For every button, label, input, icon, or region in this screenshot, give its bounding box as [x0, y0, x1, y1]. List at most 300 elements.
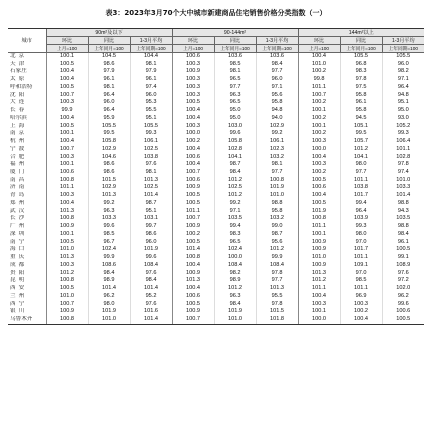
index-cell: 98.7 [256, 231, 298, 239]
city-cell: 太原 [10, 76, 28, 83]
group-header-small: 90m²及以下 [46, 29, 172, 37]
index-cell: 96.4 [340, 208, 382, 216]
index-cell: 101.4 [88, 285, 130, 293]
index-cell: 98.3 [340, 68, 382, 76]
index-cell: 95.5 [256, 293, 298, 301]
index-cell: 102.4 [214, 246, 256, 254]
index-cell: 100.2 [298, 130, 340, 138]
index-cell: 99.6 [214, 130, 256, 138]
index-cell: 100.5 [46, 84, 88, 92]
index-cell: 100.3 [46, 99, 88, 107]
table-row [8, 277, 424, 285]
index-cell: 100.6 [382, 308, 424, 316]
index-cell: 101.5 [88, 177, 130, 185]
index-cell: 95.5 [130, 107, 172, 115]
index-cell: 104.6 [88, 154, 130, 162]
index-cell: 96.3 [88, 208, 130, 216]
index-cell: 98.1 [88, 84, 130, 92]
index-cell: 95.6 [256, 239, 298, 247]
index-cell: 95.1 [130, 115, 172, 123]
index-cell: 100.3 [172, 61, 214, 69]
index-cell: 100.2 [172, 138, 214, 146]
city-cell: 福州 [10, 161, 28, 168]
index-cell: 100.9 [298, 262, 340, 270]
city-cell: 兰州 [10, 292, 28, 299]
index-cell: 94.0 [256, 115, 298, 123]
table-row [8, 154, 424, 162]
city-cell: 天津 [10, 60, 28, 67]
index-cell: 102.9 [88, 184, 130, 192]
base-header: 上月=100 [172, 45, 214, 53]
index-cell: 100.8 [46, 316, 88, 324]
index-cell: 96.3 [214, 293, 256, 301]
index-cell: 99.2 [214, 200, 256, 208]
index-cell: 96.0 [130, 92, 172, 100]
index-cell: 100.4 [172, 146, 214, 154]
index-cell: 99.6 [88, 223, 130, 231]
index-cell: 96.0 [382, 61, 424, 69]
index-cell: 100.5 [46, 61, 88, 69]
base-header: 上月=100 [298, 45, 340, 53]
base-header: 上年同期=100 [130, 45, 172, 53]
index-cell: 100.3 [46, 192, 88, 200]
index-cell: 103.9 [340, 215, 382, 223]
table-row [8, 146, 424, 154]
index-cell: 100.9 [172, 68, 214, 76]
city-cell: 西宁 [10, 300, 28, 307]
index-cell: 100.8 [256, 177, 298, 185]
city-cell: 厦门 [10, 169, 28, 176]
index-cell: 97.2 [382, 277, 424, 285]
index-cell: 99.4 [214, 223, 256, 231]
index-cell: 101.1 [46, 184, 88, 192]
index-cell: 100.4 [298, 293, 340, 301]
table-row [8, 270, 424, 278]
city-cell: 哈尔滨 [10, 114, 27, 121]
index-cell: 104.1 [340, 154, 382, 162]
index-cell: 95.0 [214, 115, 256, 123]
index-cell: 97.9 [130, 68, 172, 76]
index-cell: 105.5 [88, 123, 130, 131]
index-cell: 100.7 [46, 92, 88, 100]
city-cell: 重庆 [10, 254, 28, 261]
index-cell: 101.1 [340, 285, 382, 293]
index-cell: 101.0 [214, 316, 256, 324]
index-cell: 95.2 [130, 293, 172, 301]
index-cell: 96.2 [88, 293, 130, 301]
index-cell: 101.9 [256, 184, 298, 192]
index-cell: 100.4 [46, 200, 88, 208]
city-cell: 武汉 [10, 207, 28, 214]
index-cell: 97.8 [382, 161, 424, 169]
city-cell: 济南 [10, 184, 28, 191]
index-cell: 100.5 [172, 99, 214, 107]
index-cell: 98.4 [88, 270, 130, 278]
index-cell: 97.8 [340, 76, 382, 84]
table-row [8, 84, 424, 92]
index-cell: 100.1 [46, 161, 88, 169]
index-cell: 105.5 [382, 53, 424, 61]
index-cell: 100.4 [172, 115, 214, 123]
group-header-medium: 90-144m² [172, 29, 298, 37]
index-cell: 101.0 [382, 177, 424, 185]
index-cell: 103.2 [256, 154, 298, 162]
city-cell: 长春 [10, 107, 28, 114]
index-cell: 100.0 [172, 130, 214, 138]
index-cell: 97.1 [214, 208, 256, 216]
index-cell: 99.3 [340, 223, 382, 231]
index-cell: 105.8 [88, 138, 130, 146]
index-cell: 96.8 [340, 61, 382, 69]
index-cell: 98.4 [256, 61, 298, 69]
index-cell: 98.8 [256, 200, 298, 208]
index-cell: 96.4 [88, 92, 130, 100]
index-cell: 101.6 [130, 308, 172, 316]
index-cell: 100.4 [46, 68, 88, 76]
subcol-header: 同比 [88, 37, 130, 45]
city-cell: 昆明 [10, 277, 28, 284]
index-cell: 100.1 [46, 130, 88, 138]
city-cell: 宁波 [10, 145, 28, 152]
index-cell: 100.5 [172, 301, 214, 309]
index-cell: 98.0 [340, 231, 382, 239]
index-cell: 100.1 [46, 53, 88, 61]
city-cell: 南宁 [10, 238, 28, 245]
index-cell: 100.7 [298, 92, 340, 100]
index-cell: 100.5 [46, 285, 88, 293]
index-cell: 103.3 [88, 215, 130, 223]
index-cell: 96.5 [214, 239, 256, 247]
index-cell: 96.5 [214, 99, 256, 107]
index-cell: 99.3 [130, 130, 172, 138]
index-cell: 101.3 [298, 270, 340, 278]
index-cell: 99.1 [382, 254, 424, 262]
index-cell: 101.1 [340, 177, 382, 185]
index-cell: 94.3 [382, 208, 424, 216]
index-cell: 100.2 [298, 99, 340, 107]
table-row [8, 200, 424, 208]
index-cell: 102.5 [130, 146, 172, 154]
city-cell: 银川 [10, 308, 28, 315]
index-cell: 100.6 [298, 184, 340, 192]
index-cell: 103.5 [382, 215, 424, 223]
index-cell: 98.6 [88, 169, 130, 177]
base-header: 上年同月=100 [88, 45, 130, 53]
index-cell: 106.4 [382, 138, 424, 146]
index-cell: 100.3 [172, 92, 214, 100]
table-row [8, 262, 424, 270]
index-cell: 100.5 [382, 316, 424, 324]
index-cell: 101.3 [46, 254, 88, 262]
index-cell: 96.4 [382, 84, 424, 92]
index-cell: 101.2 [298, 277, 340, 285]
index-cell: 99.9 [46, 107, 88, 115]
index-cell: 95.1 [130, 208, 172, 216]
index-cell: 101.9 [88, 308, 130, 316]
index-cell: 97.7 [256, 169, 298, 177]
base-header: 上年同期=100 [256, 45, 298, 53]
table-row [8, 107, 424, 115]
index-cell: 98.6 [88, 161, 130, 169]
index-cell: 97.7 [340, 169, 382, 177]
index-cell: 102.9 [256, 123, 298, 131]
index-cell: 100.0 [298, 316, 340, 324]
subcol-header: 1-3月平均 [256, 37, 298, 45]
table-row [8, 138, 424, 146]
city-cell: 杭州 [10, 138, 28, 145]
city-cell: 广州 [10, 223, 28, 230]
index-cell: 96.1 [340, 99, 382, 107]
index-cell: 101.0 [88, 316, 130, 324]
index-cell: 99.5 [340, 130, 382, 138]
index-cell: 101.2 [214, 177, 256, 185]
index-cell: 100.9 [298, 246, 340, 254]
index-cell: 102.4 [88, 246, 130, 254]
index-cell: 96.9 [340, 293, 382, 301]
index-cell: 104.5 [88, 53, 130, 61]
index-cell: 100.5 [46, 123, 88, 131]
index-cell: 98.2 [382, 68, 424, 76]
index-cell: 103.1 [130, 215, 172, 223]
table-row [8, 76, 424, 84]
index-cell: 101.0 [46, 246, 88, 254]
index-cell: 100.8 [46, 215, 88, 223]
index-cell: 103.6 [214, 53, 256, 61]
index-cell: 100.1 [298, 123, 340, 131]
index-cell: 109.1 [340, 262, 382, 270]
table-row [8, 92, 424, 100]
index-cell: 99.2 [88, 200, 130, 208]
index-cell: 101.1 [298, 223, 340, 231]
index-cell: 99.0 [256, 223, 298, 231]
index-cell: 96.1 [382, 239, 424, 247]
table-body [8, 53, 424, 325]
index-cell: 100.3 [340, 301, 382, 309]
subcol-header: 环比 [298, 37, 340, 45]
city-cell: 青岛 [10, 192, 28, 199]
index-cell: 97.8 [256, 270, 298, 278]
index-cell: 97.1 [256, 84, 298, 92]
index-cell: 98.9 [214, 277, 256, 285]
index-cell: 101.0 [298, 254, 340, 262]
table-row [8, 285, 424, 293]
index-cell: 105.7 [340, 138, 382, 146]
index-cell: 98.0 [340, 161, 382, 169]
index-cell: 100.1 [298, 231, 340, 239]
city-cell: 南昌 [10, 176, 28, 183]
index-cell: 100.4 [298, 154, 340, 162]
index-cell: 101.8 [256, 316, 298, 324]
index-cell: 100.4 [298, 53, 340, 61]
index-cell: 101.2 [340, 146, 382, 154]
index-cell: 98.5 [340, 277, 382, 285]
index-cell: 98.7 [214, 161, 256, 169]
index-cell: 101.0 [256, 192, 298, 200]
base-header: 上年同月=100 [340, 45, 382, 53]
index-cell: 101.4 [382, 192, 424, 200]
index-cell: 99.2 [256, 130, 298, 138]
index-cell: 100.2 [298, 115, 340, 123]
index-cell: 98.6 [88, 61, 130, 69]
index-cell: 103.3 [382, 184, 424, 192]
index-cell: 103.8 [130, 154, 172, 162]
index-cell: 102.8 [214, 146, 256, 154]
index-cell: 96.0 [256, 76, 298, 84]
index-cell: 101.3 [130, 177, 172, 185]
city-cell: 西安 [10, 285, 28, 292]
table-row [8, 223, 424, 231]
index-cell: 100.6 [172, 53, 214, 61]
index-cell: 100.8 [298, 215, 340, 223]
index-cell: 100.8 [172, 254, 214, 262]
index-cell: 100.9 [298, 239, 340, 247]
base-header: 上年同期=100 [382, 45, 424, 53]
index-cell: 100.0 [298, 146, 340, 154]
index-cell: 98.6 [130, 231, 172, 239]
index-cell: 101.2 [46, 270, 88, 278]
group-header-large: 144m²以上 [298, 29, 424, 37]
index-cell: 100.7 [46, 301, 88, 309]
index-cell: 97.6 [130, 301, 172, 309]
city-cell: 成都 [10, 261, 28, 268]
index-cell: 96.0 [130, 239, 172, 247]
index-cell: 102.0 [382, 285, 424, 293]
index-cell: 103.5 [214, 215, 256, 223]
index-cell: 101.7 [340, 246, 382, 254]
index-cell: 98.4 [214, 169, 256, 177]
index-cell: 100.4 [172, 285, 214, 293]
index-cell: 95.0 [214, 107, 256, 115]
index-cell: 101.3 [172, 277, 214, 285]
index-cell: 98.3 [214, 231, 256, 239]
table-row [8, 61, 424, 69]
table-row [8, 68, 424, 76]
subcol-header: 1-3月平均 [382, 37, 424, 45]
index-cell: 100.4 [340, 316, 382, 324]
index-cell: 105.5 [130, 123, 172, 131]
index-cell: 101.1 [382, 146, 424, 154]
base-header: 上年同月=100 [214, 45, 256, 53]
index-cell: 100.9 [172, 270, 214, 278]
index-cell: 96.7 [88, 239, 130, 247]
index-cell: 100.8 [46, 177, 88, 185]
city-cell: 北京 [10, 53, 28, 59]
table-row [8, 254, 424, 262]
index-cell: 108.4 [130, 262, 172, 270]
index-cell: 100.1 [298, 308, 340, 316]
index-cell: 100.7 [172, 316, 214, 324]
index-cell: 97.0 [340, 270, 382, 278]
table-row [8, 161, 424, 169]
index-cell: 102.9 [88, 146, 130, 154]
index-cell: 94.8 [382, 92, 424, 100]
table-row [8, 231, 424, 239]
index-cell: 98.0 [88, 301, 130, 309]
index-cell: 97.4 [382, 169, 424, 177]
index-cell: 101.2 [214, 285, 256, 293]
index-cell: 100.5 [172, 239, 214, 247]
index-cell: 100.3 [298, 301, 340, 309]
index-cell: 96.1 [88, 76, 130, 84]
index-cell: 101.2 [214, 192, 256, 200]
index-cell: 96.0 [88, 99, 130, 107]
table-row [8, 293, 424, 301]
index-cell: 98.8 [382, 200, 424, 208]
index-cell: 101.4 [130, 316, 172, 324]
city-cell: 乌鲁木齐 [8, 316, 46, 324]
index-cell: 97.7 [256, 277, 298, 285]
index-cell: 99.9 [256, 254, 298, 262]
index-cell: 100.5 [382, 246, 424, 254]
index-cell: 101.3 [88, 192, 130, 200]
table-header [8, 29, 424, 53]
index-cell: 100.0 [214, 254, 256, 262]
index-cell: 100.4 [46, 76, 88, 84]
index-cell: 94.8 [256, 107, 298, 115]
index-cell: 97.1 [382, 76, 424, 84]
index-cell: 100.2 [298, 169, 340, 177]
index-cell: 99.9 [88, 254, 130, 262]
index-cell: 95.1 [382, 99, 424, 107]
index-cell: 100.5 [172, 200, 214, 208]
index-cell: 100.9 [46, 308, 88, 316]
table-row [8, 301, 424, 309]
index-cell: 97.6 [382, 270, 424, 278]
index-cell: 98.5 [214, 61, 256, 69]
index-cell: 99.8 [298, 76, 340, 84]
table-row [8, 308, 424, 316]
index-cell: 100.3 [46, 262, 88, 270]
index-cell: 95.8 [256, 99, 298, 107]
index-cell: 101.3 [256, 285, 298, 293]
city-cell: 贵阳 [10, 269, 28, 276]
index-cell: 100.8 [46, 277, 88, 285]
index-cell: 101.1 [340, 254, 382, 262]
index-cell: 95.0 [382, 107, 424, 115]
index-cell: 97.5 [340, 84, 382, 92]
index-cell: 106.1 [256, 138, 298, 146]
index-cell: 100.6 [46, 169, 88, 177]
table-row [8, 115, 424, 123]
index-cell: 108.4 [256, 262, 298, 270]
index-cell: 98.5 [88, 231, 130, 239]
index-cell: 100.3 [46, 154, 88, 162]
index-cell: 99.6 [382, 301, 424, 309]
index-cell: 104.1 [214, 154, 256, 162]
index-cell: 103.8 [340, 184, 382, 192]
index-cell: 101.2 [256, 246, 298, 254]
index-cell: 98.7 [130, 200, 172, 208]
index-cell: 108.9 [382, 262, 424, 270]
index-cell: 96.4 [88, 107, 130, 115]
index-cell: 101.1 [172, 208, 214, 216]
index-cell: 100.6 [172, 177, 214, 185]
index-cell: 96.5 [214, 76, 256, 84]
table-title: 表3：2023年3月70个大中城市新建商品住宅销售价格分类指数（一） [105, 9, 327, 17]
index-cell: 100.9 [172, 308, 214, 316]
index-cell: 101.3 [46, 208, 88, 216]
index-cell: 100.7 [172, 215, 214, 223]
index-cell: 98.1 [214, 68, 256, 76]
index-cell: 94.5 [340, 115, 382, 123]
city-cell: 沈阳 [10, 91, 28, 98]
index-cell: 101.9 [214, 308, 256, 316]
index-cell: 97.9 [88, 68, 130, 76]
index-cell: 101.1 [298, 285, 340, 293]
index-cell: 101.9 [130, 246, 172, 254]
index-cell: 99.4 [340, 200, 382, 208]
index-cell: 98.9 [88, 277, 130, 285]
